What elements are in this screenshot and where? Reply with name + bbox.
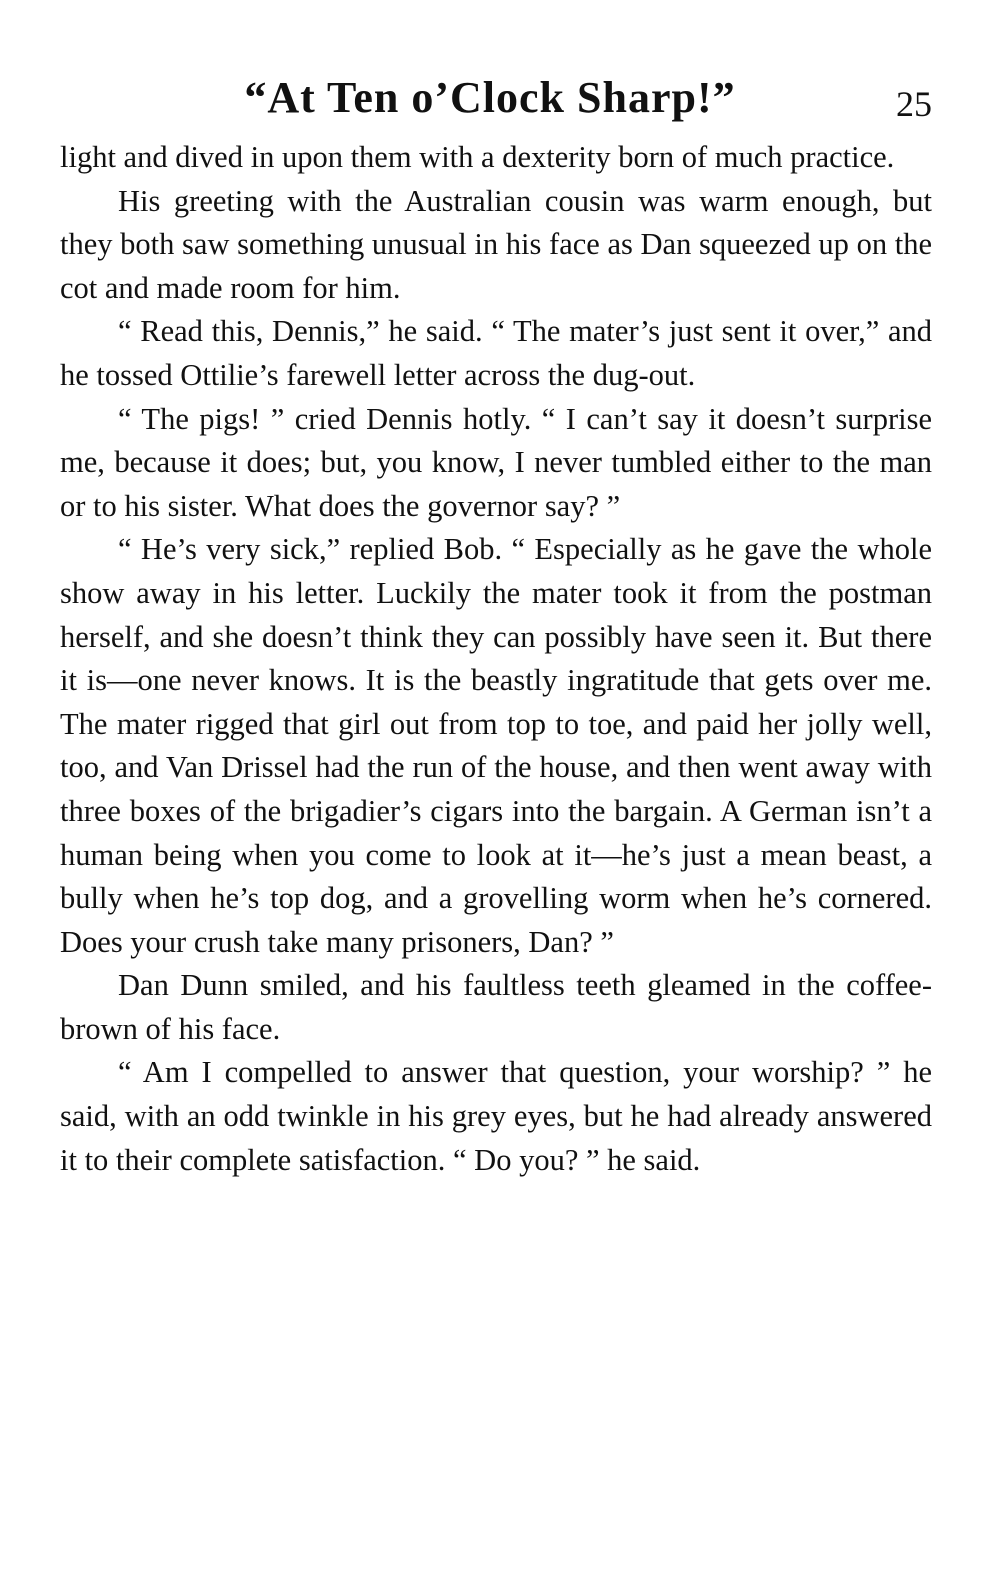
paragraph: His greeting with the Australian cousin was warm enough, but they both saw something unusual in his face as Dan squeezed up on the cot and made room for him. (60, 183, 932, 305)
paragraph-continued: light and dived in upon them with a dexterity born of much practice. (60, 140, 895, 174)
paragraph: “ The pigs! ” cried Dennis hotly. “ I can’t say it doesn’t surprise me, because it does; but, you know, I never tumbled either to the man or to his sister. What does the governor say? ” (60, 401, 932, 523)
running-title: “At Ten o’Clock Sharp!” (244, 73, 736, 122)
paragraph: “ Read this, Dennis,” he said. “ The mater’s just sent it over,” and he tossed Ottilie’s farewell letter across the dug-out. (60, 314, 932, 392)
paragraph: Dan Dunn smiled, and his faultless teeth gleamed in the coffee-brown of his face. (60, 968, 932, 1046)
body-text (60, 136, 932, 1182)
paragraph: “ Am I compelled to answer that question, your worship? ” he said, with an odd twinkle in his grey eyes, but he had already answered it to their complete satisfaction. “ Do you? ” he said. (60, 1055, 932, 1177)
page-number: 25 (896, 84, 932, 124)
running-head (60, 66, 932, 130)
paragraph: “ He’s very sick,” replied Bob. “ Especially as he gave the whole show away in his letter. Luckily the mater took it from the postman herself, and she doesn’t think they can possibly have seen it. But there it is—one never knows. It is the beastly ingratitude that gets over me. The mater rigged that girl out from top to toe, and paid her jolly well, too, and Van Drissel had the run of the house, and then went away with three boxes of the brigadier’s cigars into the bargain. A German isn’t a human being when you come to look at it—he’s just a mean beast, a bully when he’s top dog, and a grovelling worm when he’s cornered. Does your crush take many prisoners, Dan? ” (60, 532, 932, 959)
